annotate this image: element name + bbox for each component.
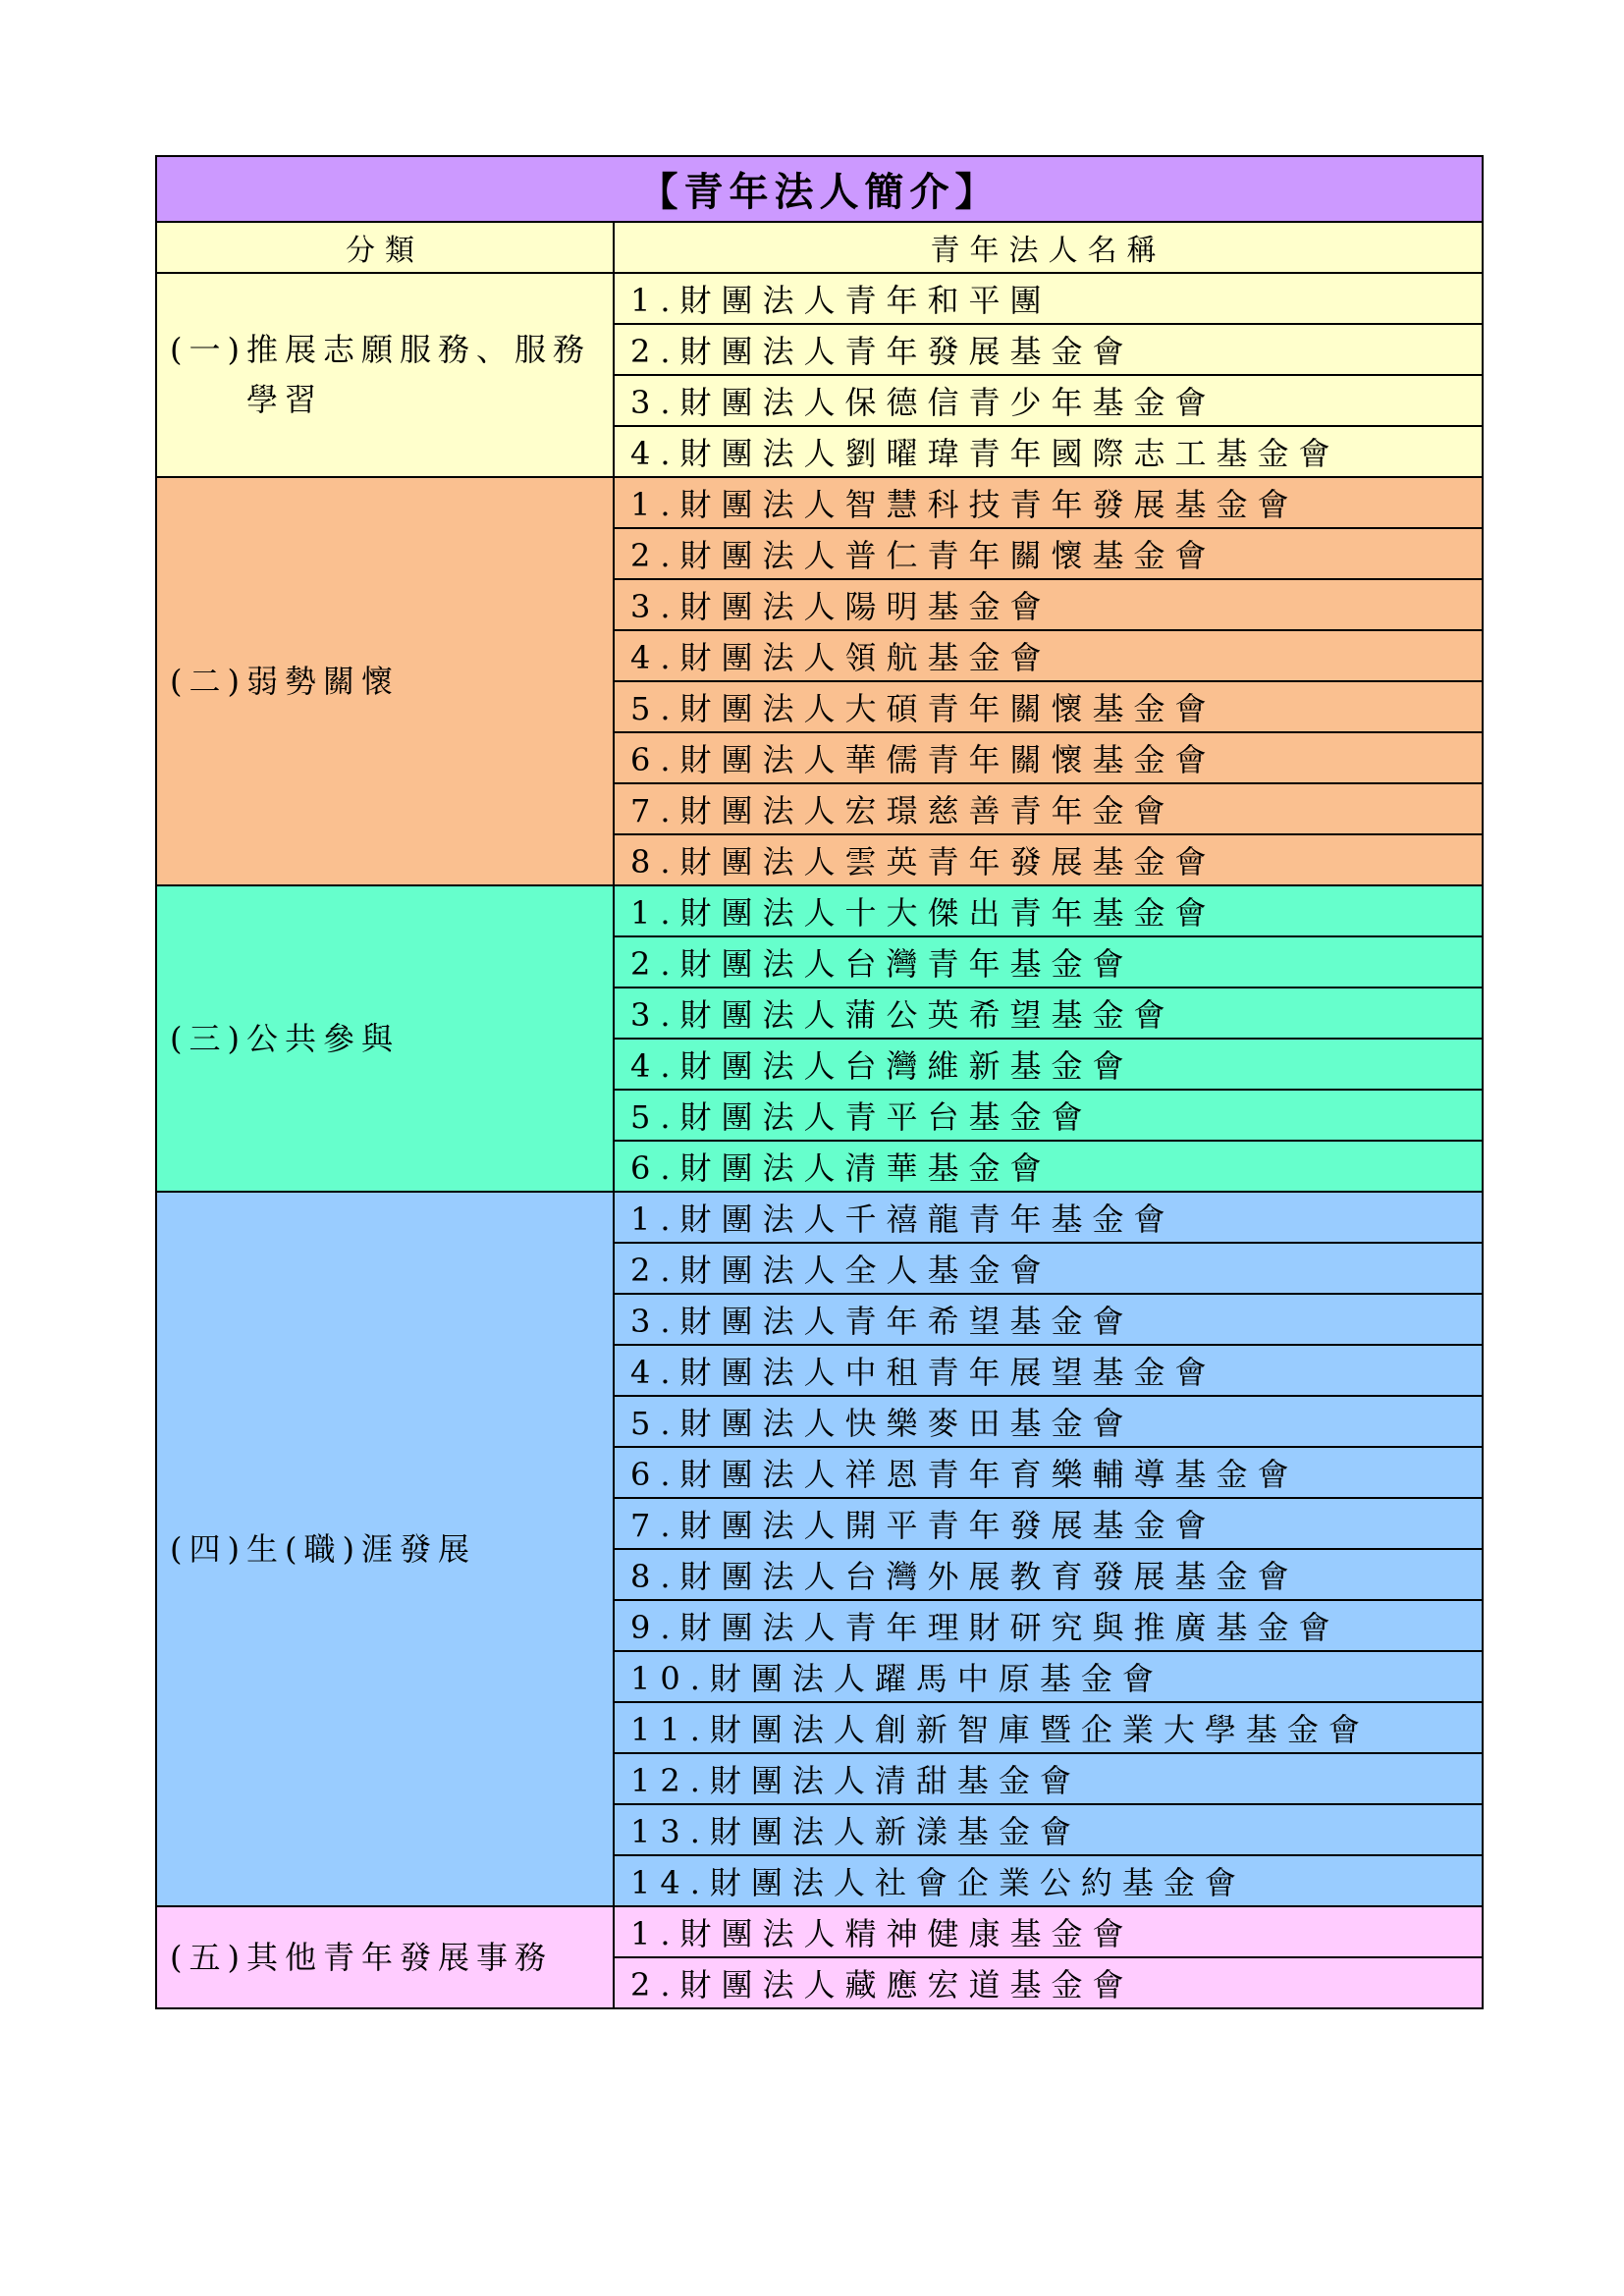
category-cell bbox=[156, 273, 614, 477]
foundation-name: 11.財團法人創新智庫暨企業大學基金會 bbox=[614, 1702, 1483, 1753]
table-row bbox=[156, 273, 1483, 324]
foundation-name: 8.財團法人雲英青年發展基金會 bbox=[614, 834, 1483, 885]
foundation-name: 3.財團法人保德信青少年基金會 bbox=[614, 375, 1483, 426]
foundation-name: 1.財團法人千禧龍青年基金會 bbox=[614, 1192, 1483, 1243]
foundation-name: 2.財團法人台灣青年基金會 bbox=[614, 936, 1483, 988]
foundation-name: 7.財團法人開平青年發展基金會 bbox=[614, 1498, 1483, 1549]
foundation-name: 2.財團法人普仁青年關懷基金會 bbox=[614, 528, 1483, 579]
foundation-name: 1.財團法人智慧科技青年發展基金會 bbox=[614, 477, 1483, 528]
table-row bbox=[156, 1906, 1483, 1957]
foundation-name: 4.財團法人中租青年展望基金會 bbox=[614, 1345, 1483, 1396]
foundation-name: 5.財團法人大碩青年關懷基金會 bbox=[614, 681, 1483, 732]
table-title: 【青年法人簡介】 bbox=[156, 156, 1483, 222]
table-body bbox=[156, 273, 1483, 2008]
category-label: (一)推展志願服務、服務 bbox=[170, 331, 591, 368]
category-cell bbox=[156, 1192, 614, 1906]
category-cell bbox=[156, 1906, 614, 2008]
foundation-name: 1.財團法人精神健康基金會 bbox=[614, 1906, 1483, 1957]
foundation-name: 13.財團法人新漾基金會 bbox=[614, 1804, 1483, 1855]
category-label: (五)其他青年發展事務 bbox=[170, 1938, 553, 1976]
foundation-name: 2.財團法人全人基金會 bbox=[614, 1243, 1483, 1294]
foundation-name: 4.財團法人台灣維新基金會 bbox=[614, 1039, 1483, 1090]
table-row bbox=[156, 1192, 1483, 1243]
foundation-name: 4.財團法人領航基金會 bbox=[614, 630, 1483, 681]
foundation-name: 3.財團法人陽明基金會 bbox=[614, 579, 1483, 630]
category-label: (四)生(職)涯發展 bbox=[170, 1529, 476, 1568]
foundation-name: 7.財團法人宏璟慈善青年金會 bbox=[614, 783, 1483, 834]
title-row bbox=[156, 156, 1483, 222]
header-category: 分類 bbox=[156, 222, 614, 273]
header-name: 青年法人名稱 bbox=[614, 222, 1483, 273]
foundation-name: 1.財團法人十大傑出青年基金會 bbox=[614, 885, 1483, 936]
foundation-name: 12.財團法人清甜基金會 bbox=[614, 1753, 1483, 1804]
foundation-name: 3.財團法人蒲公英希望基金會 bbox=[614, 988, 1483, 1039]
foundation-name: 2.財團法人青年發展基金會 bbox=[614, 324, 1483, 375]
foundation-name: 5.財團法人青平台基金會 bbox=[614, 1090, 1483, 1141]
foundation-name: 5.財團法人快樂麥田基金會 bbox=[614, 1396, 1483, 1447]
table-row bbox=[156, 477, 1483, 528]
category-label: (三)公共參與 bbox=[170, 1019, 400, 1057]
category-cell bbox=[156, 885, 614, 1192]
foundation-name: 3.財團法人青年希望基金會 bbox=[614, 1294, 1483, 1345]
foundation-name: 1.財團法人青年和平團 bbox=[614, 273, 1483, 324]
foundation-name: 8.財團法人台灣外展教育發展基金會 bbox=[614, 1549, 1483, 1600]
category-label: 學習 bbox=[246, 381, 324, 418]
foundation-name: 2.財團法人藏應宏道基金會 bbox=[614, 1957, 1483, 2008]
foundation-name: 10.財團法人躍馬中原基金會 bbox=[614, 1651, 1483, 1702]
foundation-name: 14.財團法人社會企業公約基金會 bbox=[614, 1855, 1483, 1906]
table-row bbox=[156, 885, 1483, 936]
youth-foundation-table bbox=[155, 155, 1484, 2009]
foundation-name: 6.財團法人祥恩青年育樂輔導基金會 bbox=[614, 1447, 1483, 1498]
foundation-name: 4.財團法人劉曜瑋青年國際志工基金會 bbox=[614, 426, 1483, 477]
foundation-name: 9.財團法人青年理財研究與推廣基金會 bbox=[614, 1600, 1483, 1651]
category-cell bbox=[156, 477, 614, 885]
category-label: (二)弱勢關懷 bbox=[170, 662, 400, 700]
foundation-name: 6.財團法人華儒青年關懷基金會 bbox=[614, 732, 1483, 783]
foundation-name: 6.財團法人清華基金會 bbox=[614, 1141, 1483, 1192]
header-row bbox=[156, 222, 1483, 273]
